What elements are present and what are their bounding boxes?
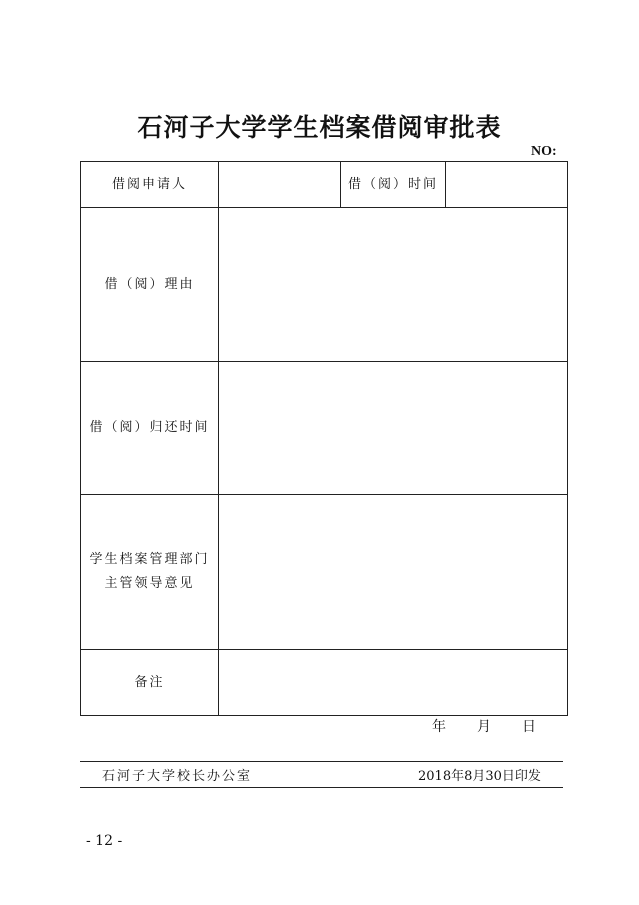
remarks-field[interactable] [219,650,568,716]
borrow-time-field[interactable] [446,162,568,208]
return-time-field[interactable] [219,362,568,495]
reason-field[interactable] [219,208,568,362]
applicant-row [81,162,568,208]
issue-date: 2018年8月30日印发 [418,769,541,784]
applicant-field[interactable] [219,162,341,208]
remarks-label: 备注 [81,650,219,716]
applicant-label: 借阅申请人 [81,162,219,208]
date-day-label: 日 [522,719,536,735]
approver-label [81,495,219,650]
approval-form-table [80,161,568,716]
form-number-label: NO: [531,144,557,159]
borrow-time-label: 借（阅）时间 [341,162,446,208]
return-time-label: 借（阅）归还时间 [81,362,219,495]
issuing-office: 石河子大学校长办公室 [102,769,253,784]
date-year-label: 年 [432,719,446,735]
form-title: 石河子大学学生档案借阅审批表 [137,113,502,142]
reason-row [81,208,568,362]
approver-label-line2: 主管领导意见 [104,576,195,591]
approver-opinion-field[interactable] [219,495,568,650]
footer-top-rule [80,761,563,762]
return-time-row [81,362,568,495]
footer-bottom-rule [80,787,563,788]
remarks-row [81,650,568,716]
date-month-label: 月 [477,719,491,735]
approver-row [81,495,568,650]
approver-label-line1: 学生档案管理部门 [89,552,210,567]
reason-label: 借（阅）理由 [81,208,219,362]
page-number: - 12 - [86,833,123,849]
